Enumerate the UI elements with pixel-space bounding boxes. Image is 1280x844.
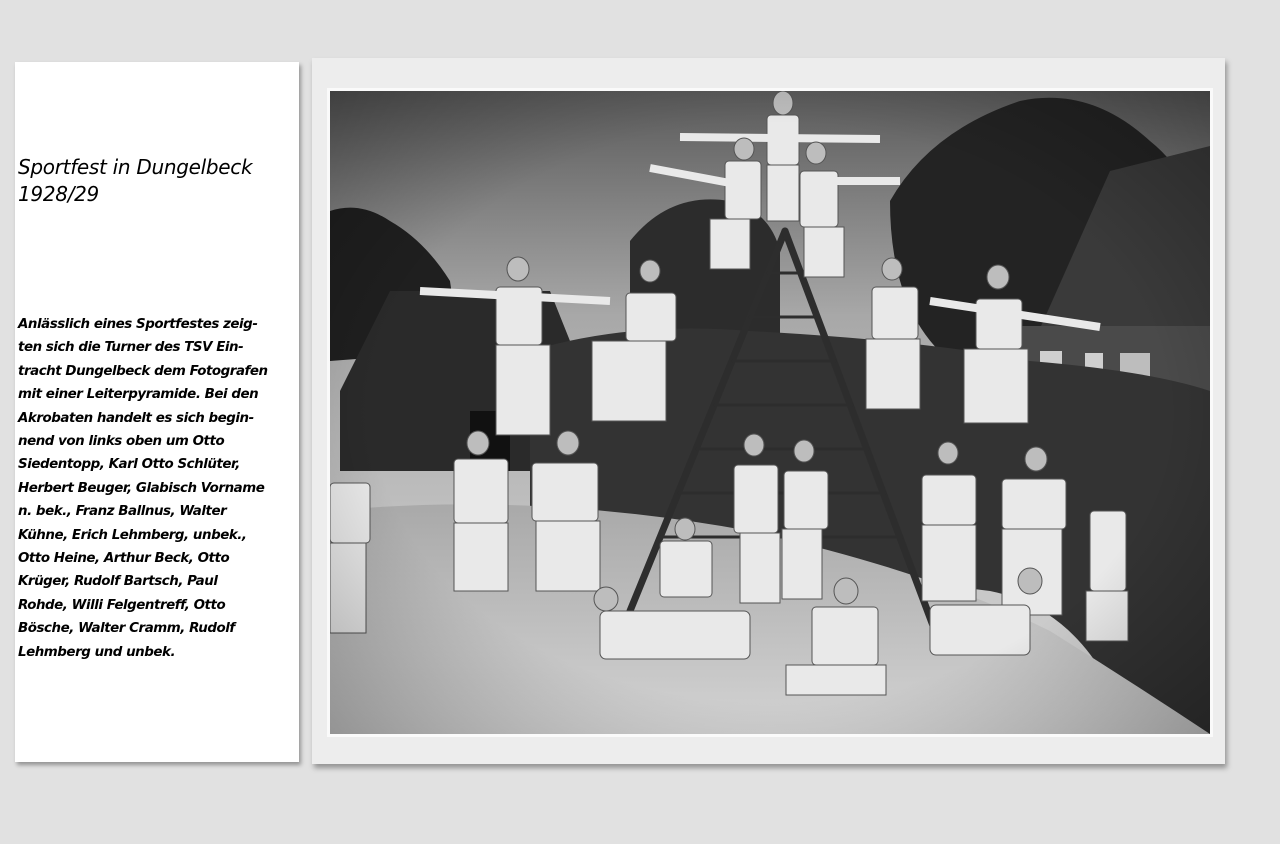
caption-body: Anlässlich eines Sportfestes zeig- ten sich die Turner des TSV Ein- tracht Dungelbeck dem Fotografen mit einer Leiterpyramide. Bei den Akrobaten handelt es sich begin- nend von links oben um Otto Siedentopp, Karl Otto Schlüter, Herbert Beuger, Glabisch Vorname n. bek., Franz Ballnus, Walter Kühne, Erich Lehmberg, unbek., Otto Heine, Arthur Beck, Otto Krüger, Rudolf Bartsch, Paul Rohde, Willi Felgentreff, Otto Bösche, Walter Cramm, Rudolf Lehmberg und unbek. — [18, 317, 268, 660]
historic-photo — [327, 88, 1213, 737]
photo-illustration — [330, 91, 1210, 734]
photo-frame — [312, 58, 1225, 764]
caption-title: Sportfest in Dungelbeck 1928/29 — [18, 155, 253, 206]
caption-panel — [15, 62, 299, 762]
